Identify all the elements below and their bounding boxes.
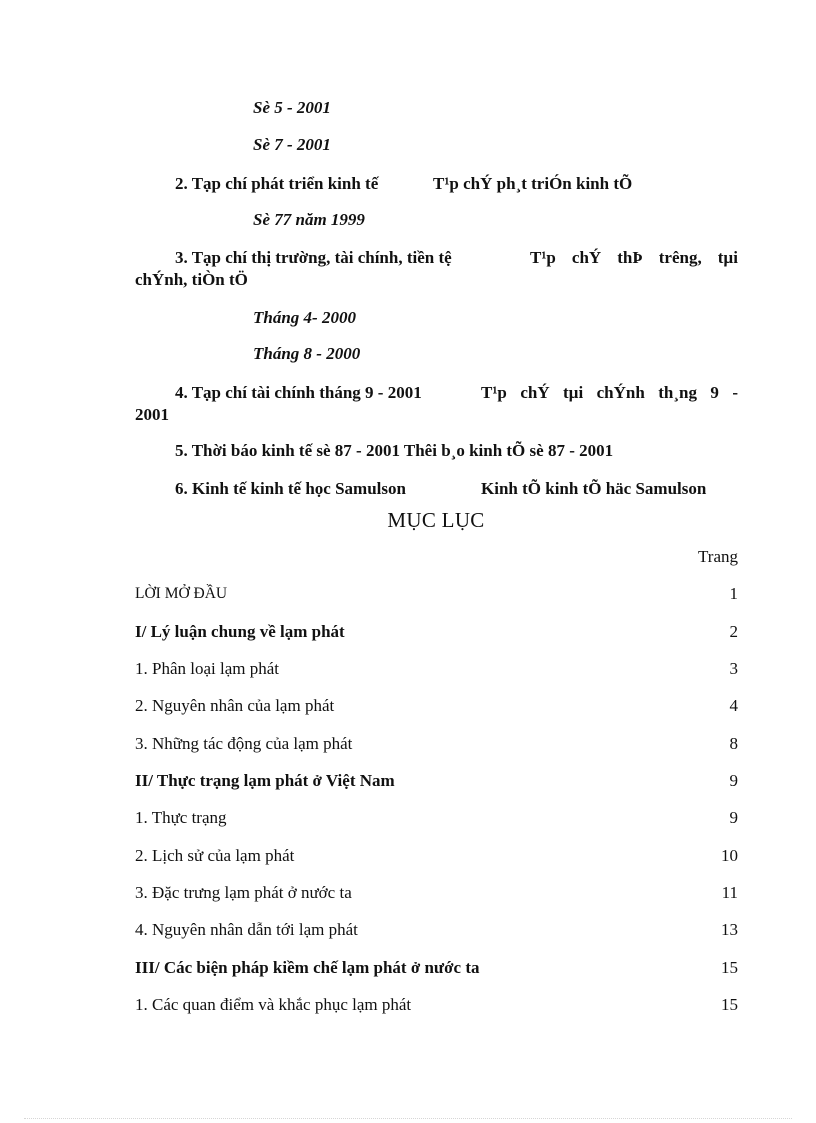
toc-title: MỤC LỤC (387, 508, 485, 532)
reference-4-encoded (481, 383, 738, 403)
encoded-word: chÝnh (596, 383, 645, 402)
toc-entry-page: 3 (729, 659, 738, 678)
issue-line: Sè 77 năm 1999 (253, 210, 365, 229)
reference-4-original: 4. Tạp chí tài chính tháng 9 - 2001 (175, 383, 422, 402)
toc-entry-label: LỜI MỞ ĐẦU (135, 585, 228, 602)
encoded-word: tµi (563, 383, 584, 402)
reference-2-encoded: T¹p chÝ ph¸t triÓn kinh tÕ (433, 174, 633, 193)
month-line: Tháng 8 - 2000 (253, 344, 361, 363)
encoded-word: 9 (710, 383, 719, 402)
toc-entry-label: 1. Các quan điểm và khắc phục lạm phát (135, 995, 412, 1014)
reference-6-encoded: Kinh tÕ kinh tÕ häc Samulson (481, 479, 707, 498)
toc-entry-label: 2. Nguyên nhân của lạm phát (135, 696, 335, 715)
encoded-word: thÞ (617, 248, 643, 267)
issue-line: Sè 7 - 2001 (253, 135, 331, 154)
reference-5: 5. Thời báo kinh tế sè 87 - 2001 Thêi b¸o kinh tÕ sè 87 - 2001 (175, 441, 614, 460)
toc-entry-label: 2. Lịch sử của lạm phát (135, 846, 295, 865)
reference-4-continuation: 2001 (135, 405, 169, 424)
page-bottom-divider (24, 1118, 792, 1119)
toc-entry-page: 13 (721, 920, 738, 939)
toc-entry-label: 1. Thực trạng (135, 808, 227, 827)
encoded-word: T¹p (481, 383, 507, 402)
encoded-word: trêng, (658, 248, 702, 267)
encoded-word: - (732, 383, 738, 402)
reference-2 (175, 174, 633, 194)
toc-entry-label: 4. Nguyên nhân dẫn tới lạm phát (135, 920, 358, 939)
reference-6-original: 6. Kinh tế kinh tế học Samulson (175, 479, 406, 498)
issue-line: Sè 5 - 2001 (253, 98, 331, 117)
month-line: Tháng 4- 2000 (253, 308, 356, 327)
toc-entry-label: 3. Đặc trưng lạm phát ở nước ta (135, 883, 352, 902)
toc-entry-page: 2 (729, 622, 738, 641)
toc-entry-label: 1. Phân loại lạm phát (135, 659, 280, 678)
toc-entry-label: I/ Lý luận chung về lạm phát (135, 622, 345, 641)
toc-entry-page: 15 (721, 995, 738, 1014)
toc-entry-page: 9 (729, 808, 738, 827)
toc-entry-page: 11 (721, 883, 738, 902)
encoded-word: chÝ (520, 383, 550, 402)
toc-entry-label: 3. Những tác động của lạm phát (135, 734, 353, 753)
toc-entry-label: III/ Các biện pháp kiềm chế lạm phát ở nước ta (135, 958, 480, 977)
toc-entry-label: II/ Thực trạng lạm phát ở Việt Nam (135, 771, 395, 790)
toc-entry-page: 9 (729, 771, 738, 790)
reference-3-original: 3. Tạp chí thị trường, tài chính, tiền tệ (175, 248, 452, 267)
page-column-label: Trang (698, 547, 738, 566)
encoded-word: tµi (717, 248, 738, 267)
reference-2-original: 2. Tạp chí phát triển kinh tế (175, 174, 379, 193)
toc-entry-page: 4 (729, 696, 738, 715)
toc-entry-page: 1 (729, 584, 738, 603)
reference-3-encoded (530, 248, 738, 268)
reference-6 (175, 479, 707, 499)
encoded-word: T¹p (530, 248, 556, 267)
toc-entry-page: 10 (721, 846, 738, 865)
toc-entry-page: 15 (721, 958, 738, 977)
toc-entry-page: 8 (729, 734, 738, 753)
encoded-word: chÝ (571, 248, 602, 267)
reference-3-continuation: chÝnh, tiÒn tÖ (135, 270, 248, 289)
encoded-word: th¸ng (658, 383, 697, 402)
